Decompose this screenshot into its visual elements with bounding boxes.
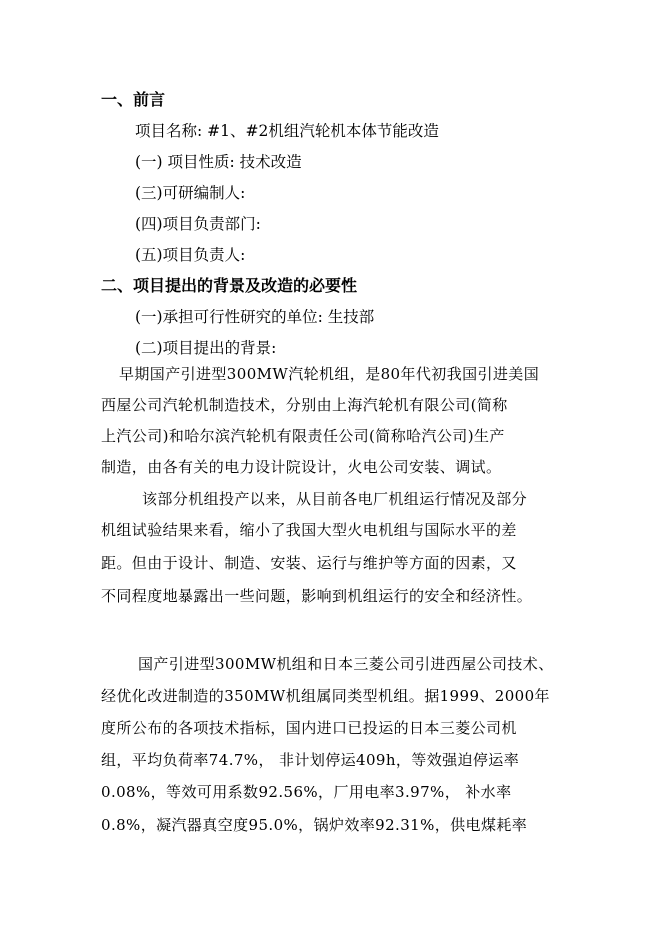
paragraph1-line: 制造，由各有关的电力设计院设计，火电公司安装、调试。 (101, 458, 502, 476)
paragraph2-line: 距。但由于设计、制造、安装、运行与维护等方面的因素，又 (101, 554, 517, 572)
paragraph2-line: 机组试验结果来看，缩小了我国大型火电机组与国际水平的差 (101, 521, 517, 539)
project-name: 项目名称: #1、#2机组汽轮机本体节能改造 (135, 122, 439, 140)
research-unit: (一)承担可行性研究的单位: 生技部 (135, 308, 375, 326)
paragraph3-line: 国产引进型300MW机组和日本三菱公司引进西屋公司技术、 (138, 655, 554, 673)
paragraph3-line: 组，平均负荷率74.7%， 非计划停运409h，等效强迫停运率 (101, 751, 520, 769)
paragraph3-line: 0.8%，凝汽器真空度95.0%，锅炉效率92.31%，供电煤耗率 (101, 816, 528, 834)
paragraph2-line: 不同程度地暴露出一些问题，影响到机组运行的安全和经济性。 (101, 587, 533, 605)
project-leader: (五)项目负责人: (135, 246, 246, 264)
paragraph2-line: 该部分机组投产以来，从目前各电厂机组运行情况及部分 (142, 490, 528, 508)
paragraph1-line: 上汽公司)和哈尔滨汽轮机有限责任公司(简称哈汽公司)生产 (101, 427, 505, 445)
responsible-department: (四)项目负责部门: (135, 215, 261, 233)
paragraph1-line: 早期国产引进型300MW汽轮机组，是80年代初我国引进美国 (119, 365, 540, 383)
paragraph3-line: 度所公布的各项技术指标，国内进口已投运的日本三菱公司机 (101, 719, 517, 737)
paragraph3-line: 经优化改进制造的350MW机组属同类型机组。据1999、2000年 (101, 687, 550, 705)
feasibility-author: (三)可研编制人: (135, 184, 246, 202)
paragraph3-line: 0.08%，等效可用系数92.56%，厂用电率3.97%， 补水率 (101, 783, 512, 801)
paragraph1-line: 西屋公司汽轮机制造技术，分别由上海汽轮机有限公司(简称 (101, 396, 508, 414)
background-subheading: (二)项目提出的背景: (135, 339, 277, 357)
section2-heading: 二、项目提出的背景及改造的必要性 (101, 276, 358, 295)
project-nature: (一) 项目性质: 技术改造 (135, 153, 302, 171)
section1-heading: 一、前言 (101, 90, 166, 109)
